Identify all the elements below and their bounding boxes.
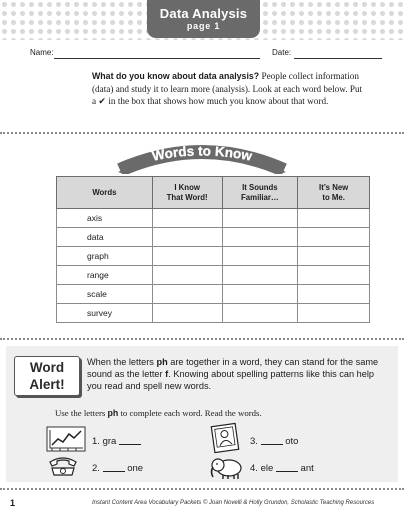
exercise-item-1: 1. gra — [92, 436, 141, 447]
table-row — [57, 285, 370, 304]
page-title: Data Analysis — [159, 6, 248, 21]
header-i-know: I Know That Word! — [152, 177, 222, 209]
exercise-item-2: 2. one — [92, 463, 144, 474]
word-cell: axis — [57, 209, 153, 228]
checkbox-cell[interactable] — [152, 304, 222, 323]
elephant-icon — [209, 456, 245, 480]
word-cell: survey — [57, 304, 153, 323]
telephone-icon — [48, 454, 78, 476]
section-divider — [0, 132, 404, 134]
header-sounds-familiar: It Sounds Familiar… — [222, 177, 298, 209]
checkbox-cell[interactable] — [222, 209, 298, 228]
line-graph-icon — [46, 426, 86, 452]
name-field[interactable] — [30, 48, 260, 57]
header-words: Words — [57, 177, 153, 209]
checkbox-cell[interactable] — [152, 247, 222, 266]
page-subtitle: page 1 — [186, 21, 221, 31]
word-alert-text: When the letters ph are together in a word, they can stand for the same sound as the letter f. Knowing about spelling patterns like this can help you read and spell new words. — [87, 357, 379, 391]
banner-title: Words to Know — [150, 143, 254, 164]
date-label: Date: — [272, 48, 292, 57]
checkbox-cell[interactable] — [222, 285, 298, 304]
checkbox-cell[interactable] — [222, 228, 298, 247]
answer-blank[interactable] — [261, 436, 283, 445]
checkbox-cell[interactable] — [222, 304, 298, 323]
words-table — [56, 176, 370, 323]
checkbox-cell[interactable] — [222, 247, 298, 266]
word-alert-panel — [6, 346, 398, 482]
checkbox-cell[interactable] — [152, 209, 222, 228]
header-tab — [147, 0, 260, 38]
table-row — [57, 228, 370, 247]
name-label: Name: — [30, 48, 54, 57]
word-alert-badge: Word Alert! — [14, 356, 80, 396]
word-cell: range — [57, 266, 153, 285]
table-row — [57, 266, 370, 285]
checkbox-cell[interactable] — [298, 304, 370, 323]
date-line — [294, 58, 382, 59]
checkbox-cell[interactable] — [298, 247, 370, 266]
name-line — [54, 58, 260, 59]
word-cell: graph — [57, 247, 153, 266]
intro-paragraph — [92, 70, 368, 108]
intro-body: People collect information (data) and study it to learn more (analysis). Look at each word below. Put a ✔ in the box that shows how much you know about that word. — [92, 71, 363, 106]
checkbox-cell[interactable] — [152, 228, 222, 247]
checkbox-cell[interactable] — [152, 266, 222, 285]
checkbox-cell[interactable] — [222, 266, 298, 285]
checkbox-cell[interactable] — [298, 209, 370, 228]
answer-blank[interactable] — [119, 436, 141, 445]
exercise-item-3: 3. oto — [250, 436, 299, 447]
table-row — [57, 247, 370, 266]
word-cell: scale — [57, 285, 153, 304]
word-alert-instruction: Use the letters ph to complete each word. Read the words. — [55, 408, 262, 418]
table-row — [57, 304, 370, 323]
intro-question: What do you know about data analysis? — [92, 71, 260, 81]
exercise-item-4: 4. ele ant — [250, 463, 314, 474]
table-row — [57, 209, 370, 228]
footer-divider — [0, 488, 404, 490]
checkbox-cell[interactable] — [298, 228, 370, 247]
checkbox-cell[interactable] — [152, 285, 222, 304]
footer-credit: Instant Content Area Vocabulary Packets © Joan Novelli & Holly Grundon, Scholastic Teaching Resources — [92, 500, 375, 506]
word-cell: data — [57, 228, 153, 247]
table-header-row — [57, 177, 370, 209]
page-number: 1 — [10, 498, 16, 508]
words-to-know-banner — [116, 136, 288, 174]
checkbox-cell[interactable] — [298, 266, 370, 285]
section-divider — [0, 338, 404, 340]
answer-blank[interactable] — [103, 463, 125, 472]
photo-icon — [209, 422, 241, 454]
checkbox-cell[interactable] — [298, 285, 370, 304]
date-field[interactable] — [272, 48, 382, 57]
answer-blank[interactable] — [276, 463, 298, 472]
header-new-to-me: It’s New to Me. — [298, 177, 370, 209]
